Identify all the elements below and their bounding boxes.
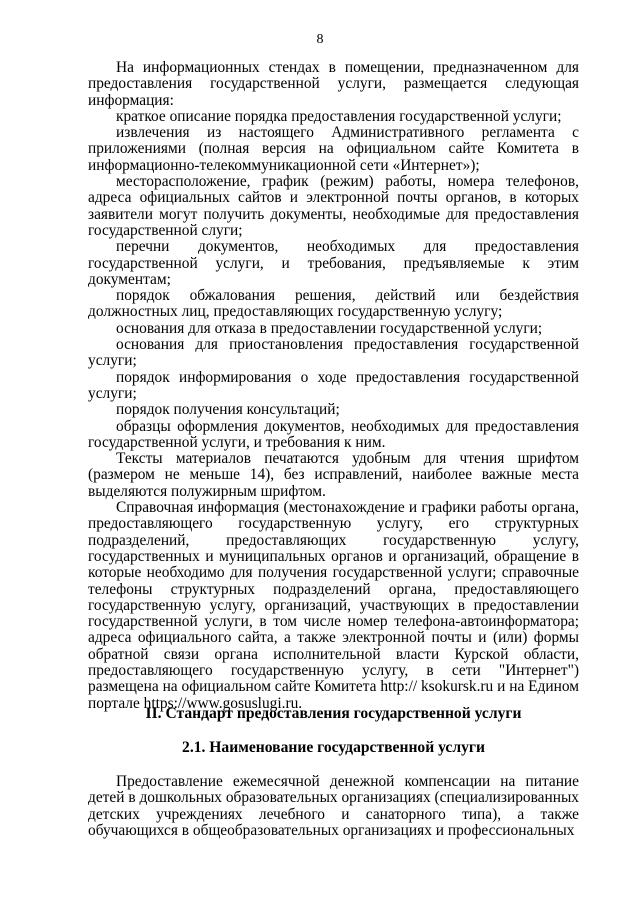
body-text-bottom [88,774,579,839]
paragraph: Справочная информация (местонахождение и графики работы органа, предоставляющего государственную услугу, его структурных подразделений, предоставляющих государственную услугу, государственных и муниципальных органов и организаций, обращение в которые необходимо для получения государственной услуги; справочные телефоны структурных подразделений органа, предоставляющего государственную услугу, организаций, участвующих в предоставлении государственной услуги, в том числе номер телефона-автоинформатора; адреса официального сайта, а также электронной почты и (или) формы обратной связи органа исполнительной власти Курской области, предоставляющего государственную услугу, в сети "Интернет") размещена на официальном сайте Комитета http:// ksokursk.ru и на Едином портале https://www.gosuslugi.ru. [88,499,579,712]
paragraph: Предоставление ежемесячной денежной компенсации на питание детей в дошкольных образовательных организациях (специализированных детских учреждениях лечебного и санаторного типа), а также обучающихся в общеобразовательных организациях и профессиональных [88,773,579,839]
paragraph: основания для отказа в предоставлении государственной услуги; [116,319,543,337]
page-number: 8 [316,32,324,47]
paragraph: порядок обжалования решения, действий или бездействия должностных лиц, предоставляющих государственную услугу; [88,287,579,321]
paragraph: месторасположение, график (режим) работы, номера телефонов, адреса официальных сайтов и электронной почты органов, в которых заявители могут получить документы, необходимые для предоставления государственной слуги; [88,173,579,239]
paragraph: порядок информирования о ходе предоставления государственной услуги; [88,368,579,402]
paragraph: порядок получения консультаций; [116,401,340,419]
subsection-heading: 2.1. Наименование государственной услуги [182,739,485,756]
paragraph: На информационных стендах в помещении, предназначенном для предоставления государственной услуги, размещается следующая информация: [88,59,579,109]
paragraph: перечни документов, необходимых для предоставления государственной услуги, и требования, предъявляемые к этим документам; [88,238,579,288]
paragraph: краткое описание порядка предоставления государственной услуги; [116,107,562,125]
paragraph: образцы оформления документов, необходимых для предоставления государственной услуги, и требования к ним. [88,417,579,451]
paragraph: извлечения из настоящего Административного регламента с приложениями (полная версия на официальном сайте Комитета в информационно-телекоммуникационной сети «Интернет»); [88,124,579,174]
paragraph: основания для приостановления предоставления государственной услуги; [88,336,579,370]
body-text-top [88,60,579,712]
paragraph: Тексты материалов печатаются удобным для чтения шрифтом (размером не меньше 14), без исправлений, наиболее важные места выделяются полужирным шрифтом. [88,450,579,500]
section-heading: II. Стандарт предоставления государственной услуги [145,705,522,722]
